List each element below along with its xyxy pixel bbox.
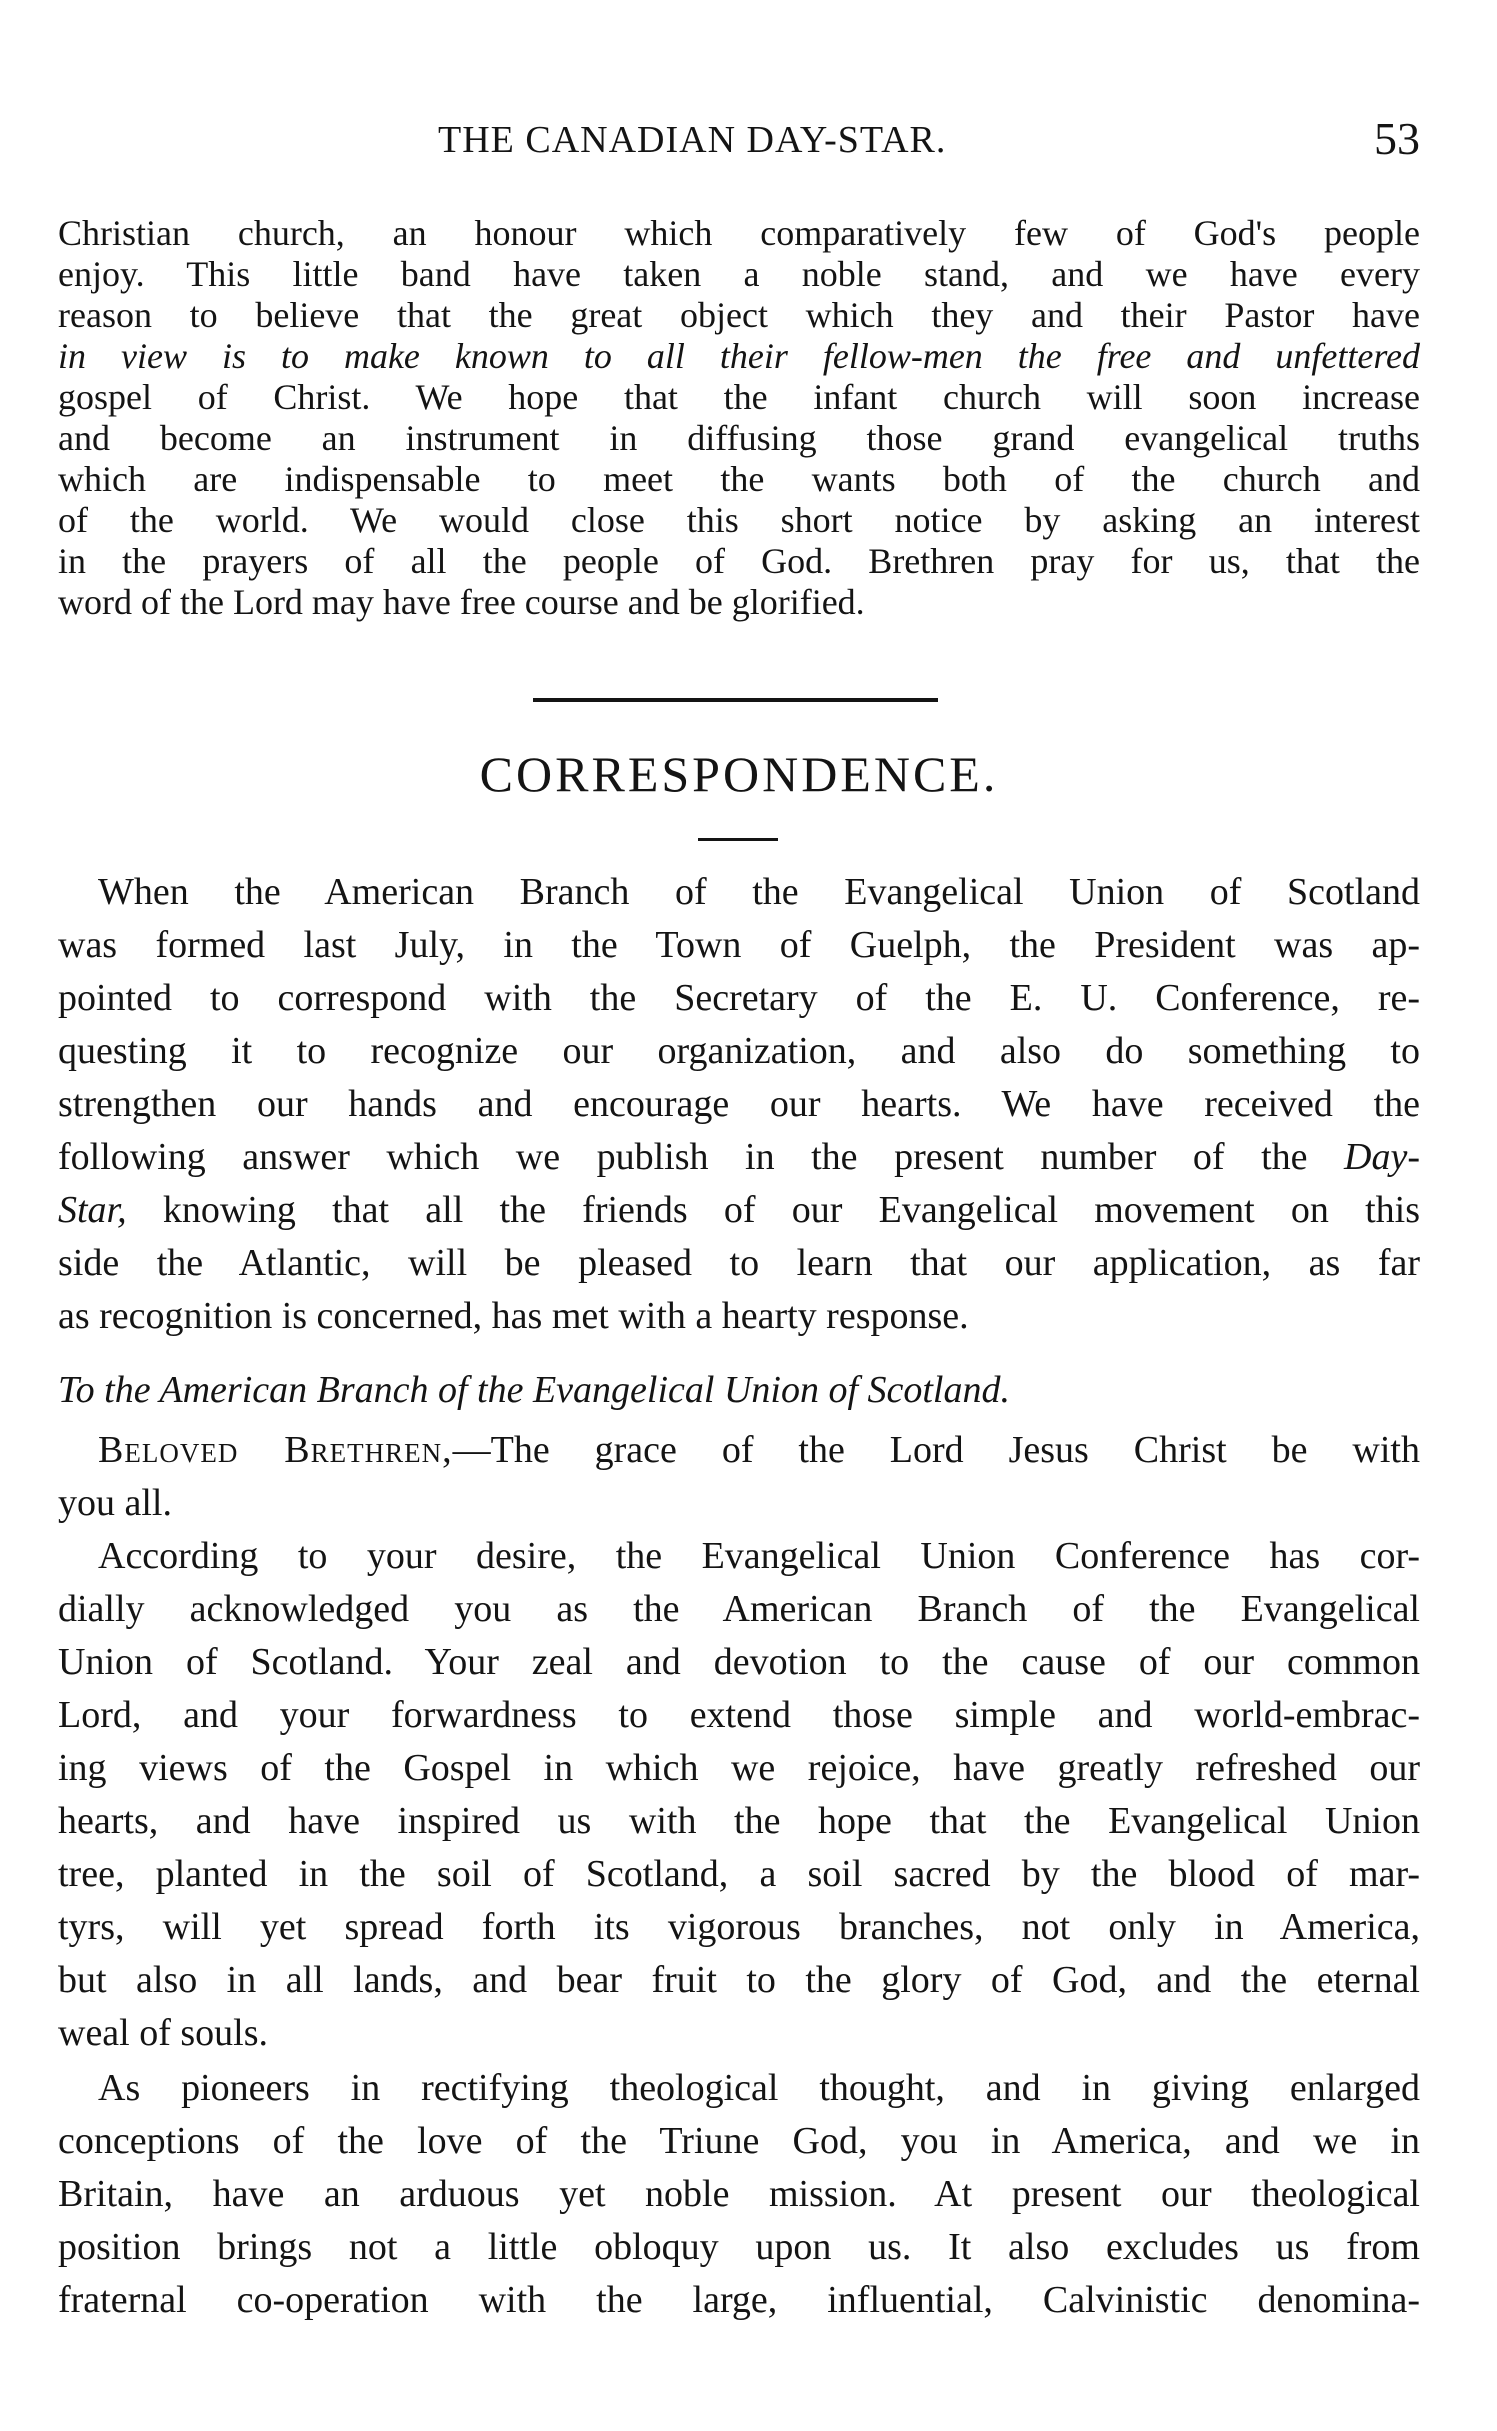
text-line: strengthen our hands and encourage our hearts. We have received the: [58, 1083, 1420, 1125]
running-head: [58, 112, 1420, 172]
book-page: [58, 0, 1420, 2431]
text-line: of the world. We would close this short notice by asking an interest: [58, 500, 1420, 540]
text-line: weal of souls.: [58, 2012, 269, 2054]
text-line: but also in all lands, and bear fruit to the glory of God, and the eternal: [58, 1959, 1420, 2001]
text-line: When the American Branch of the Evangelical Union of Scotland: [98, 871, 1420, 913]
text-line: and become an instrument in diffusing those grand evangelical truths: [58, 418, 1420, 458]
text-line: According to your desire, the Evangelical Union Conference has cor-: [98, 1535, 1420, 1577]
text-line: [58, 1184, 1420, 1237]
text-line: word of the Lord may have free course and be glorified.: [58, 582, 865, 622]
text-line: As pioneers in rectifying theological thought, and in giving enlarged: [98, 2067, 1420, 2109]
publication-title: Star,: [58, 1189, 127, 1231]
text-segment: following answer which we publish in the present number of the: [58, 1136, 1308, 1178]
text-line: reason to believe that the great object which they and their Pastor have: [58, 295, 1420, 335]
text-line: ing views of the Gospel in which we rejoice, have greatly refreshed our: [58, 1747, 1420, 1789]
letter-paragraph-1: [58, 1530, 1420, 2060]
text-line: side the Atlantic, will be pleased to learn that our application, as far: [58, 1242, 1420, 1284]
text-line: Britain, have an arduous yet noble mission. At present our theological: [58, 2173, 1420, 2215]
text-line: you all.: [58, 1482, 172, 1524]
text-line: was formed last July, in the Town of Guelph, the President was ap-: [58, 924, 1420, 966]
text-line: Union of Scotland. Your zeal and devotion to the cause of our common: [58, 1641, 1420, 1683]
text-line: tree, planted in the soil of Scotland, a soil sacred by the blood of mar-: [58, 1853, 1420, 1895]
intro-paragraph: [58, 213, 1420, 623]
text-line: enjoy. This little band have taken a noble stand, and we have every: [58, 254, 1420, 294]
text-segment: —The grace of the Lord Jesus Christ be with: [452, 1429, 1420, 1471]
text-line: as recognition is concerned, has met with a hearty response.: [58, 1295, 969, 1337]
text-line: which are indispensable to meet the wants both of the church and: [58, 459, 1420, 499]
letter-paragraph-2: [58, 2062, 1420, 2327]
text-line: Christian church, an honour which comparatively few of God's people: [58, 213, 1420, 253]
text-line: gospel of Christ. We hope that the infant church will soon increase: [58, 377, 1420, 417]
text-line: in the prayers of all the people of God. Brethren pray for us, that the: [58, 541, 1420, 581]
letter-salutation: [58, 1424, 1420, 1530]
text-line: hearts, and have inspired us with the hope that the Evangelical Union: [58, 1800, 1420, 1842]
text-line: in view is to make known to all their fellow-men the free and unfettered: [58, 336, 1420, 376]
letter-address: To the American Branch of the Evangelical Union of Scotland.: [58, 1369, 1010, 1411]
title-underline: [698, 838, 778, 841]
section-divider: [533, 698, 938, 702]
text-segment: knowing that all the friends of our Evangelical movement on this: [162, 1189, 1421, 1231]
text-line: pointed to correspond with the Secretary of the E. U. Conference, re-: [58, 977, 1420, 1019]
text-line: conceptions of the love of the Triune God, you in America, and we in: [58, 2120, 1420, 2162]
text-line: tyrs, will yet spread forth its vigorous branches, not only in America,: [58, 1906, 1420, 1948]
text-line: [58, 1424, 1420, 1477]
text-line: questing it to recognize our organization, and also do something to: [58, 1030, 1420, 1072]
publication-title: Day-: [1344, 1136, 1421, 1178]
text-line: dially acknowledged you as the American Branch of the Evangelical: [58, 1588, 1420, 1630]
text-line: Lord, and your forwardness to extend those simple and world-embrac-: [58, 1694, 1420, 1736]
text-line: fraternal co-operation with the large, influential, Calvinistic denomina-: [58, 2279, 1420, 2321]
running-title: THE CANADIAN DAY-STAR.: [438, 119, 947, 161]
correspondence-paragraph: [58, 866, 1420, 1343]
text-line: position brings not a little obloquy upon us. It also excludes us from: [58, 2226, 1420, 2268]
text-line: [58, 1131, 1420, 1184]
section-title: CORRESPONDENCE.: [479, 746, 999, 802]
salutation: Beloved Brethren,: [98, 1429, 453, 1471]
page-number: 53: [1374, 113, 1420, 164]
